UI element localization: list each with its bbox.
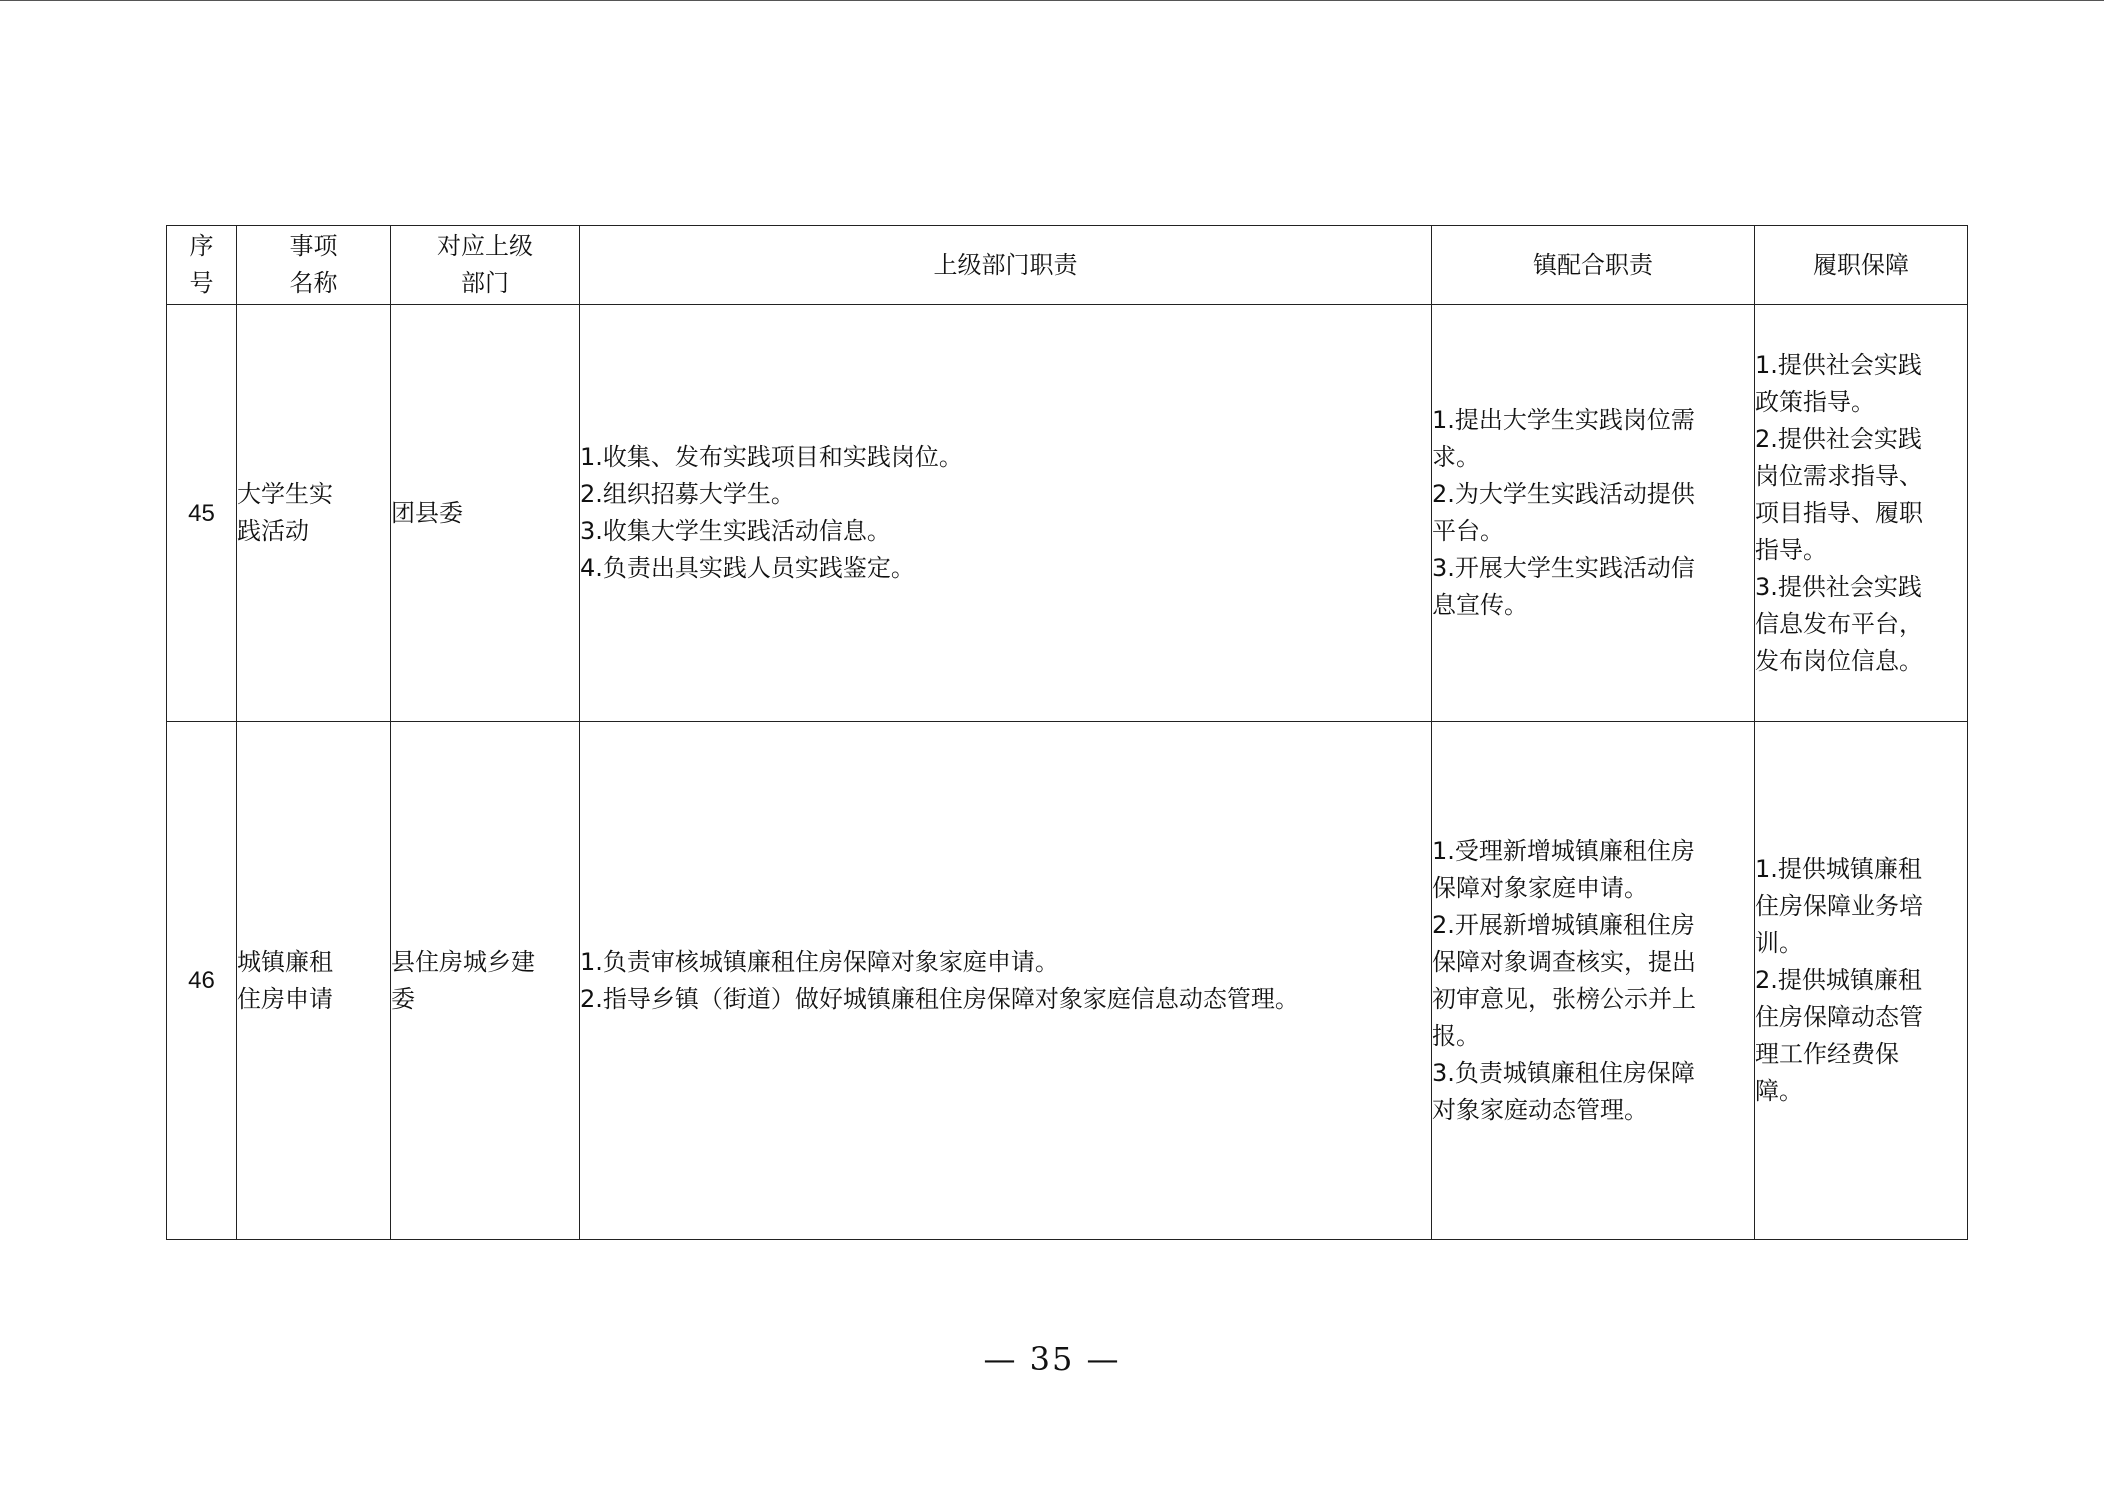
row-upper-duty: 1.收集、发布实践项目和实践岗位。 2.组织招募大学生。 3.收集大学生实践活动信息。 4.负责出具实践人员实践鉴定。	[580, 305, 1432, 722]
row-guarantee: 1.提供城镇廉租 住房保障业务培 训。 2.提供城镇廉租 住房保障动态管 理工作经费保 障。	[1755, 722, 1968, 1240]
row-item-name: 城镇廉租 住房申请	[237, 722, 391, 1240]
header-item-name: 事项 名称	[237, 226, 391, 305]
header-guarantee: 履职保障	[1755, 226, 1968, 305]
table-header-row	[167, 226, 1968, 305]
row-town-duty: 1.提出大学生实践岗位需 求。 2.为大学生实践活动提供 平台。 3.开展大学生实践活动信 息宣传。	[1432, 305, 1755, 722]
header-upper-dept: 对应上级 部门	[391, 226, 580, 305]
row-seq: 46	[167, 722, 237, 1240]
row-item-name: 大学生实 践活动	[237, 305, 391, 722]
header-town-duty: 镇配合职责	[1432, 226, 1755, 305]
row-guarantee: 1.提供社会实践 政策指导。 2.提供社会实践 岗位需求指导、 项目指导、履职 指导。 3.提供社会实践 信息发布平台， 发布岗位信息。	[1755, 305, 1968, 722]
row-upper-duty: 1.负责审核城镇廉租住房保障对象家庭申请。 2.指导乡镇（街道）做好城镇廉租住房保障对象家庭信息动态管理。	[580, 722, 1432, 1240]
row-upper-dept: 团县委	[391, 305, 580, 722]
row-town-duty: 1.受理新增城镇廉租住房 保障对象家庭申请。 2.开展新增城镇廉租住房 保障对象调查核实，提出 初审意见，张榜公示并上 报。 3.负责城镇廉租住房保障 对象家庭动态管理。	[1432, 722, 1755, 1240]
header-upper-duty: 上级部门职责	[580, 226, 1432, 305]
top-border-line	[0, 0, 2104, 1]
row-upper-dept: 县住房城乡建 委	[391, 722, 580, 1240]
duty-table	[166, 225, 1968, 1240]
header-seq: 序 号	[167, 226, 237, 305]
table-row	[167, 305, 1968, 722]
table-row	[167, 722, 1968, 1240]
row-seq: 45	[167, 305, 237, 722]
page-number: — 35 —	[983, 1340, 1121, 1378]
